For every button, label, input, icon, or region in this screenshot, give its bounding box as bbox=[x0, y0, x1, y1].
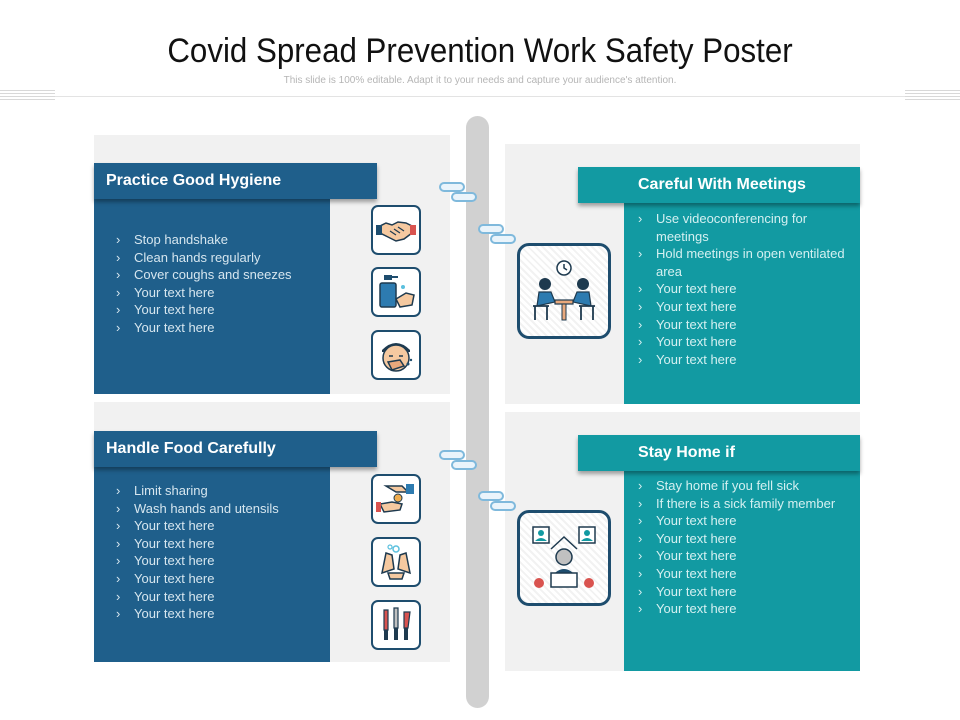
hand-washing-icon bbox=[371, 537, 421, 587]
home-heading: Stay Home if bbox=[578, 435, 860, 471]
list-item: › Your text here bbox=[112, 535, 327, 553]
list-item: › Stay home if you fell sick bbox=[634, 477, 854, 495]
list-item: › Your text here bbox=[112, 319, 327, 337]
link-connector-icon bbox=[478, 491, 516, 511]
utensils-icon bbox=[371, 600, 421, 650]
list-item: › Your text here bbox=[634, 583, 854, 601]
handshake-icon bbox=[371, 205, 421, 255]
list-item: › Your text here bbox=[112, 301, 327, 319]
hygiene-heading: Practice Good Hygiene bbox=[94, 163, 377, 199]
hygiene-list bbox=[112, 231, 327, 337]
list-item: › Your text here bbox=[634, 565, 854, 583]
link-connector-icon bbox=[478, 224, 516, 244]
list-item: › Your text here bbox=[634, 280, 854, 298]
list-item: › Your text here bbox=[112, 552, 327, 570]
food-panel bbox=[94, 466, 330, 662]
list-item: › Your text here bbox=[634, 316, 854, 334]
list-item: › Your text here bbox=[634, 512, 854, 530]
center-spine bbox=[466, 116, 489, 708]
hygiene-panel bbox=[94, 198, 330, 394]
list-item: › Your text here bbox=[634, 333, 854, 351]
meetings-list bbox=[634, 210, 854, 368]
page-subtitle: This slide is 100% editable. Adapt it to your needs and capture your audience's attention. bbox=[283, 75, 677, 86]
meeting-icon bbox=[517, 243, 611, 339]
home-panel bbox=[624, 467, 860, 671]
list-item: › Your text here bbox=[112, 517, 327, 535]
remote-work-icon bbox=[517, 510, 611, 606]
list-item: › Your text here bbox=[112, 605, 327, 623]
list-item: › Your text here bbox=[634, 530, 854, 548]
cough-icon bbox=[371, 330, 421, 380]
list-item: › If there is a sick family member bbox=[634, 495, 854, 513]
right-stripes-decoration bbox=[905, 90, 960, 100]
list-item: › Your text here bbox=[634, 351, 854, 369]
list-item: › Wash hands and utensils bbox=[112, 500, 327, 518]
list-item: › Your text here bbox=[112, 284, 327, 302]
left-stripes-decoration bbox=[0, 90, 55, 100]
page-title: Covid Spread Prevention Work Safety Poster bbox=[167, 32, 793, 70]
list-item: › Use videoconferencing for meetings bbox=[634, 210, 854, 245]
meetings-heading: Careful With Meetings bbox=[578, 167, 860, 203]
hand-sanitizer-icon bbox=[371, 267, 421, 317]
food-list bbox=[112, 482, 327, 623]
link-connector-icon bbox=[439, 450, 477, 470]
list-item: › Stop handshake bbox=[112, 231, 327, 249]
list-item: › Your text here bbox=[112, 588, 327, 606]
meetings-panel bbox=[624, 200, 860, 404]
list-item: › Your text here bbox=[112, 570, 327, 588]
list-item: › Limit sharing bbox=[112, 482, 327, 500]
list-item: › Your text here bbox=[634, 547, 854, 565]
list-item: › Clean hands regularly bbox=[112, 249, 327, 267]
food-heading: Handle Food Carefully bbox=[94, 431, 377, 467]
list-item: › Hold meetings in open ventilated area bbox=[634, 245, 854, 280]
list-item: › Your text here bbox=[634, 600, 854, 618]
title-divider bbox=[0, 96, 960, 97]
list-item: › Cover coughs and sneezes bbox=[112, 266, 327, 284]
link-connector-icon bbox=[439, 182, 477, 202]
sharing-hand-icon bbox=[371, 474, 421, 524]
home-list bbox=[634, 477, 854, 618]
list-item: › Your text here bbox=[634, 298, 854, 316]
